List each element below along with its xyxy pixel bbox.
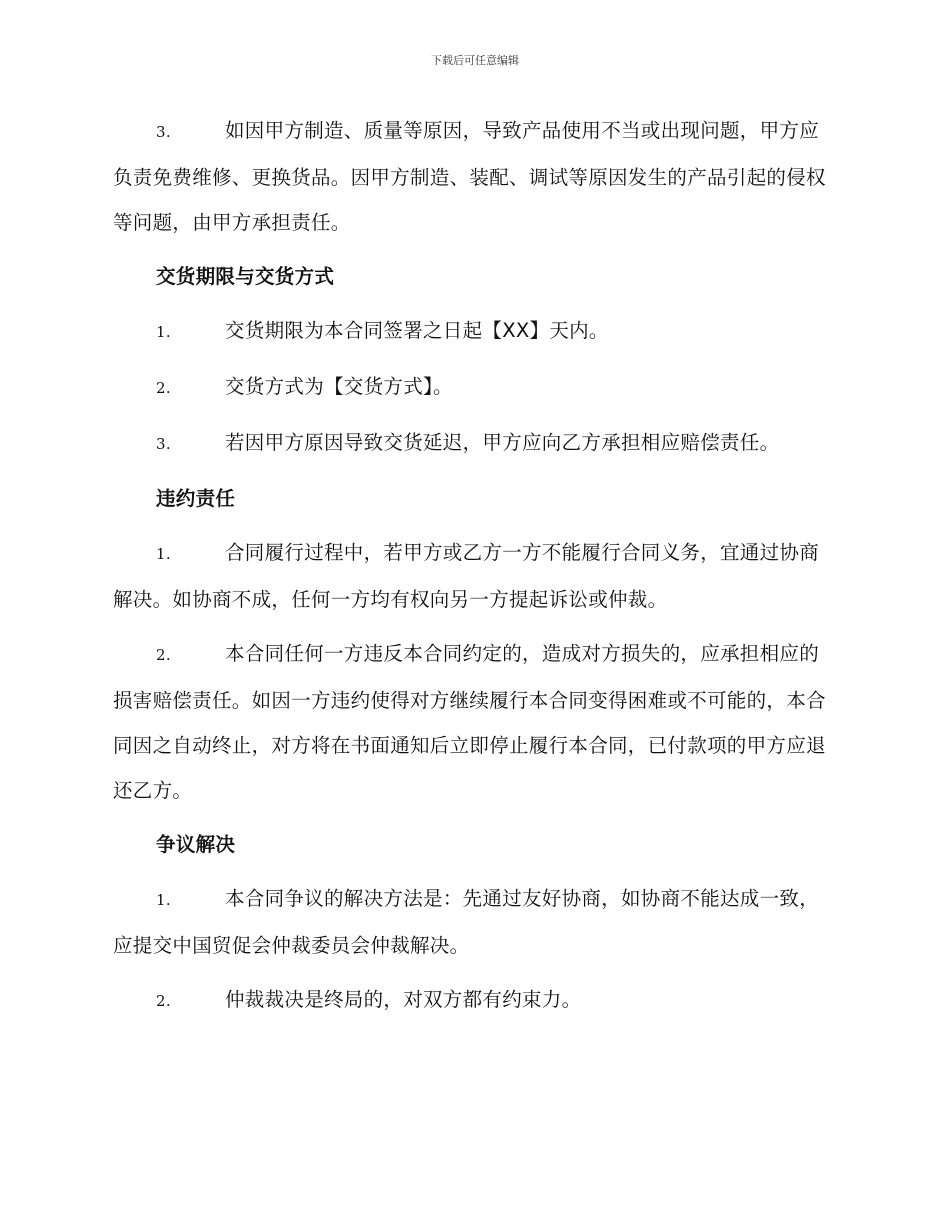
clause-item bbox=[113, 530, 838, 622]
document-body bbox=[113, 108, 838, 1033]
clause-number: 3. bbox=[156, 123, 171, 141]
clause-item bbox=[113, 108, 838, 245]
clause-number: 2. bbox=[156, 992, 171, 1010]
clause-text: 如因甲方制造、质量等原因，导致产品使用不当或出现问题，甲方应负责免费维修、更换货品。因甲方制造、装配、调试等原因发生的产品引起的侵权等问题，由甲方承担责任。 bbox=[113, 119, 826, 234]
clause-item bbox=[113, 977, 838, 1024]
header-note: 下载后可任意编辑 bbox=[431, 54, 519, 67]
clause-item bbox=[113, 420, 838, 467]
clause-number: 1. bbox=[156, 323, 171, 341]
clause-text: 本合同任何一方违反本合同约定的，造成对方损失的，应承担相应的损害赔偿责任。如因一方违约使得对方继续履行本合同变得困难或不可能的，本合同因之自动终止，对方将在书面通知后立即停止履行本合同，已付款项的甲方应退还乙方。 bbox=[113, 642, 826, 802]
clause-number: 2. bbox=[156, 379, 171, 397]
clause-text: 若因甲方原因导致交货延迟，甲方应向乙方承担相应赔偿责任。 bbox=[225, 431, 780, 454]
section-heading: 违约责任 bbox=[156, 487, 236, 510]
clause-text: 交货期限为本合同签署之日起【XX】天内。 bbox=[225, 319, 609, 342]
clause-number: 1. bbox=[156, 891, 171, 909]
clause-item bbox=[113, 876, 838, 968]
clause-number: 1. bbox=[156, 545, 171, 563]
clause-text: 仲裁裁决是终局的，对双方都有约束力。 bbox=[225, 988, 582, 1011]
clause-item bbox=[113, 308, 838, 355]
clause-item bbox=[113, 364, 838, 411]
clause-text: 交货方式为【交货方式】。 bbox=[225, 375, 453, 398]
section-heading: 争议解决 bbox=[156, 833, 236, 856]
clause-item bbox=[113, 631, 838, 813]
clause-text: 本合同争议的解决方法是：先通过友好协商，如协商不能达成一致，应提交中国贸促会仲裁委员会仲裁解决。 bbox=[113, 887, 820, 957]
clause-number: 3. bbox=[156, 435, 171, 453]
clause-text: 合同履行过程中，若甲方或乙方一方不能履行合同义务，宜通过协商解决。如协商不成，任何一方均有权向另一方提起诉讼或仲裁。 bbox=[113, 541, 820, 611]
section-heading: 交货期限与交货方式 bbox=[156, 265, 335, 288]
clause-number: 2. bbox=[156, 646, 171, 664]
